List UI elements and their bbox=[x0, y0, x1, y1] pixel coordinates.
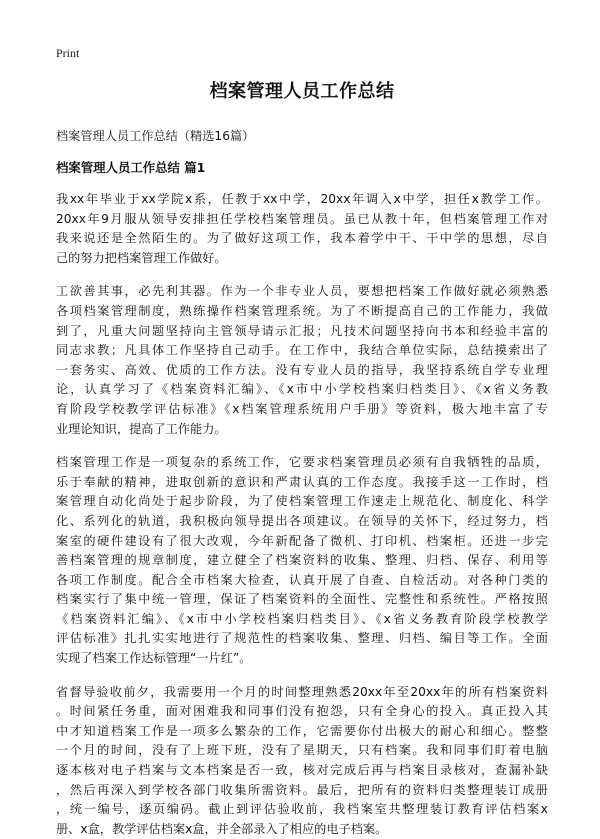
paragraph-line: 案室的硬件建设有了很大改观，今年新配备了微机、打印机、档案柜。还进一步完 bbox=[56, 533, 548, 548]
paragraph-line: 档案实行了集中统一管理，保证了档案资料的全面性、完整性和系统性。严格按照 bbox=[56, 592, 548, 607]
paragraph-line: 化、系列化的轨道，我积极向领导提出各项建议。在领导的关怀下，经过努力，档 bbox=[56, 513, 548, 528]
paragraph-line: ，统一编号，逐页编码。截止到评估验收前，我档案室共整理装订教育评估档案x bbox=[56, 802, 548, 817]
paragraph-line: 我xx年毕业于xx学院x系，任教于xx中学，20xx年调入x中学，担任x教学工作。 bbox=[56, 192, 548, 206]
paragraph-line: 各项档案管理制度，熟练操作档案管理系统。为了不断提高自己的工作能力，我做 bbox=[56, 303, 548, 318]
paragraph-line: 《档案资料汇编》、《x市中小学校档案归档类目》、《x省义务教育阶段学校教学 bbox=[56, 611, 548, 626]
paragraph-line: 育阶段学校教学评估标准》《x档案管理系统用户手册》等资料，极大地丰富了专 bbox=[56, 401, 548, 416]
paragraph-line: 论，认真学习了《档案资料汇编》、《x市中小学校档案归档类目》、《x省义务教 bbox=[56, 382, 548, 397]
paragraph bbox=[56, 683, 548, 839]
paragraph-line: 到了，凡重大问题坚持向主管领导请示汇报；凡技术问题坚持向书本和经验丰富的 bbox=[56, 323, 548, 338]
paragraph-line: 逐本核对电子档案与文本档案是否一致，核对完成后再与档案目录核对，查漏补缺 bbox=[56, 763, 548, 778]
paragraph bbox=[56, 282, 548, 439]
paragraph-line: 实现了档案工作达标管理“一片红”。 bbox=[56, 651, 252, 666]
paragraph-line: 一套务实、高效、优质的工作方法。没有专业人员的指导，我坚持系统自学专业理 bbox=[56, 362, 548, 377]
paragraph-line: 省督导验收前夕，我需要用一个月的时间整理熟悉20xx年至20xx年的所有档案资料 bbox=[56, 684, 548, 699]
paragraph bbox=[56, 190, 548, 268]
document-page bbox=[56, 78, 548, 839]
paragraph bbox=[56, 453, 548, 669]
paragraph-line: 一个月的时间，没有了上班下班，没有了星期天，只有档案。我和同事们盯着电脑 bbox=[56, 743, 548, 758]
paragraph-line: ，然后再深入到学校各部门收集所需资料。最后，把所有的资料归类整理装订成册 bbox=[56, 782, 548, 797]
print-link[interactable]: Print bbox=[56, 46, 80, 60]
document-subtitle: 档案管理人员工作总结（精选16篇） bbox=[56, 129, 255, 143]
paragraph-line: 工欲善其事，必先利其器。作为一个非专业人员，要想把档案工作做好就必须熟悉 bbox=[56, 284, 548, 299]
document-title: 档案管理人员工作总结 bbox=[209, 81, 395, 102]
paragraph-line: 各项工作制度。配合全市档案大检查，认真开展了自查、自检活动。对各种门类的 bbox=[56, 572, 548, 587]
paragraph-line: 善档案管理的规章制度，建立健全了档案资料的收集、整理、归档、保存、利用等 bbox=[56, 553, 548, 568]
paragraph-line: 。时间紧任务重，面对困难我和同事们没有抱怨，只有全身心的投入。真正投入其 bbox=[56, 704, 548, 719]
paragraph-line: 业理论知识，提高了工作能力。 bbox=[56, 421, 227, 436]
paragraph-line: 案管理自动化尚处于起步阶段，为了使档案管理工作速走上规范化、制度化、科学 bbox=[56, 494, 548, 509]
document-body bbox=[56, 190, 548, 839]
paragraph-line: 己的努力把档案管理工作做好。 bbox=[56, 250, 227, 265]
paragraph-line: 册、x盒，教学评估档案x盒，并全部录入了相应的电子档案。 bbox=[56, 821, 388, 836]
paragraph-line: 评估标准》扎扎实实地进行了规范性的档案收集、整理、归档、编目等工作。全面 bbox=[56, 631, 548, 646]
paragraph-line: 中才知道档案工作是一项多么繁杂的工作，它需要你付出极大的耐心和细心。整整 bbox=[56, 723, 548, 738]
section-heading: 档案管理人员工作总结 篇1 bbox=[56, 160, 206, 175]
paragraph-line: 同志求教；凡具体工作坚持自己动手。在工作中，我结合单位实际，总结摸索出了 bbox=[56, 343, 548, 358]
paragraph-line: 我来说还是全然陌生的。为了做好这项工作，我本着学中干、干中学的思想，尽自 bbox=[56, 231, 548, 246]
paragraph-line: 档案管理工作是一项复杂的系统工作，它要求档案管理员必须有自我牺牲的品质， bbox=[56, 455, 548, 470]
paragraph-line: 20xx年9月服从领导安排担任学校档案管理员。虽已从教十年，但档案管理工作对 bbox=[56, 211, 548, 226]
paragraph-line: 乐于奉献的精神，进取创新的意识和严肃认真的工作态度。我接手这一工作时，档 bbox=[56, 474, 548, 489]
